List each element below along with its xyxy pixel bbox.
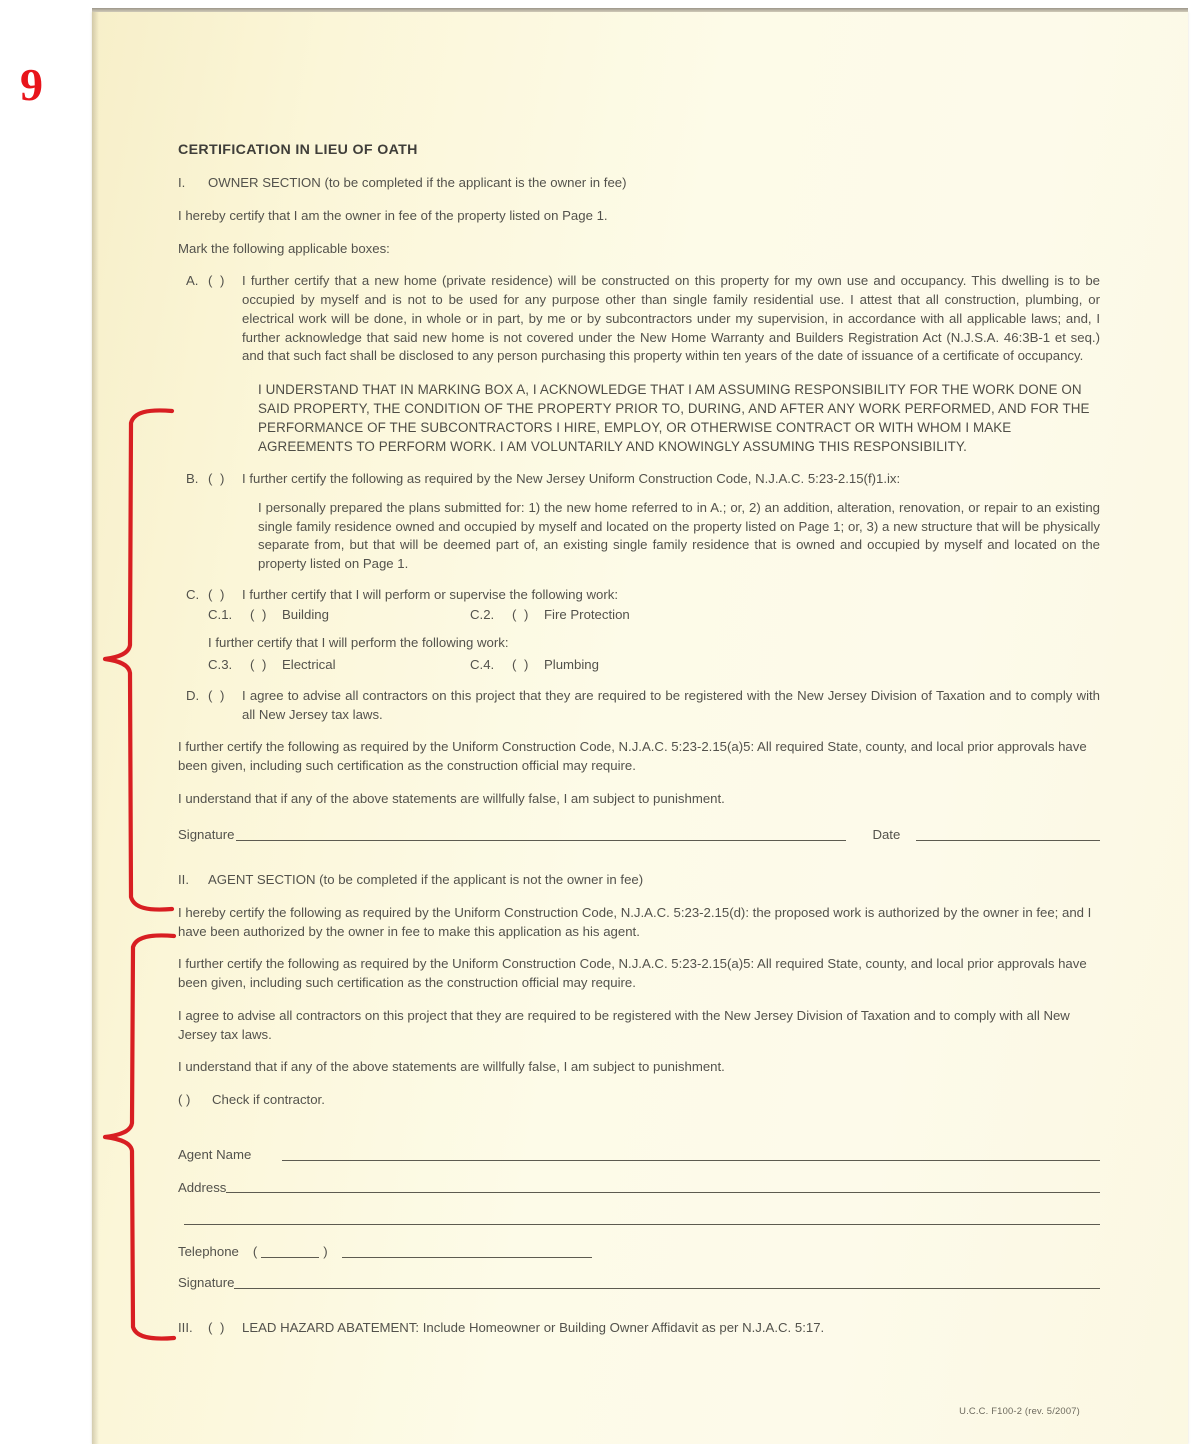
scan-left-edge <box>92 12 99 1444</box>
owner-date-label: Date <box>872 827 901 843</box>
item-c-text: I further certify that I will perform or supervise the following work: <box>242 586 618 602</box>
section-agent-numeral: II. <box>178 872 189 888</box>
item-c <box>178 586 1100 605</box>
item-c2 <box>470 606 732 625</box>
agent-paragraph-1: I hereby certify the following as required by the Uniform Construction Code, N.J.A.C. 5:23-2.15(d): the proposed work is authorized by the owner in fee; and I have been authorized by the owner in fee to make this application as his agent. <box>178 904 1092 939</box>
owner-certify-line: I hereby certify that I am the owner in fee of the property listed on Page 1. <box>178 207 608 223</box>
agent-telephone-row <box>178 1243 1100 1262</box>
item-b-text: I further certify the following as required by the New Jersey Uniform Construction Code, N.J.A.C. 5:23-2.15(f)1.ix: <box>242 471 901 487</box>
telephone-paren-open: ( <box>252 1244 258 1260</box>
item-a <box>178 272 1100 366</box>
agent-paragraph-2: I further certify the following as required by the Uniform Construction Code, N.J.A.C. 5:23-2.15(a)5: All required State, county, and local prior approvals have been given, including such certification as the construction official may require. <box>178 956 1087 991</box>
contractor-check-row <box>178 1091 1100 1110</box>
section-lead-hazard <box>178 1319 1100 1338</box>
item-d-letter: D. <box>186 687 200 703</box>
item-c3-label: Electrical <box>282 657 336 673</box>
owner-date-input[interactable] <box>916 839 1100 841</box>
agent-address-input-line-1[interactable] <box>226 1191 1100 1193</box>
item-c1-code: C.1. <box>208 606 233 622</box>
item-b-detail: I personally prepared the plans submitted for: 1) the new home referred to in A.; or, 2) an addition, alteration, renovation, or repair to an existing single family residence owned and occupied by myself and located on the property listed on Page 1; or, 3) a new structure that will be physically separate from, but that will be deemed part of, an existing single family residence that is owned and occupied by myself and located on the property listed on Page 1. <box>258 499 1100 572</box>
page-title: CERTIFICATION IN LIEU OF OATH <box>178 142 418 158</box>
item-c-second-note: I further certify that I will perform the following work: <box>208 635 509 651</box>
agent-name-row <box>178 1146 1100 1165</box>
item-c1-label: Building <box>282 606 329 622</box>
section-owner-heading-text: OWNER SECTION (to be completed if the applicant is the owner in fee) <box>208 175 627 191</box>
item-d-checkbox[interactable]: ( ) <box>208 687 227 703</box>
item-c4-code: C.4. <box>470 657 495 673</box>
item-d <box>178 687 1100 724</box>
item-a-text: I further certify that a new home (private residence) will be constructed on this property for my own use and occupancy. This dwelling is to be occupied by myself and is not to be used for any purpose other than single family residential use. I attest that all construction, plumbing, or electrical work will be done, in whole or in part, by me or by subcontractors under my supervision, in accordance with all applicable laws; and, I further acknowledge that said new home is not covered under the New Home Warranty and Builders Registration Act (N.J.S.A. 46:3B-1 et seq.) and that such fact shall be disclosed to any person purchasing this property within ten years of the date of issuance of a certificate of occupancy. <box>242 273 1100 364</box>
agent-address-row <box>178 1179 1100 1198</box>
item-c-row-1 <box>208 606 1100 625</box>
agent-paragraph-3: I agree to advise all contractors on this project that they are required to be registered with the New Jersey Division of Taxation and to comply with all New Jersey tax laws. <box>178 1007 1070 1042</box>
item-b-checkbox[interactable]: ( ) <box>208 471 227 487</box>
item-c1-checkbox[interactable]: ( ) <box>250 606 269 622</box>
item-c2-checkbox[interactable]: ( ) <box>512 606 531 622</box>
form-revision-code: U.C.C. F100-2 (rev. 5/2007) <box>959 1405 1080 1416</box>
item-d-text: I agree to advise all contractors on this project that they are required to be registered with the New Jersey Division of Taxation and to comply with all New Jersey tax laws. <box>242 687 1100 722</box>
contractor-checkbox[interactable]: ( ) <box>178 1092 191 1108</box>
item-c2-label: Fire Protection <box>544 606 630 622</box>
agent-signature-row <box>178 1274 1100 1293</box>
item-b <box>178 470 1100 489</box>
agent-address-input-line-2[interactable] <box>184 1223 1100 1225</box>
item-c2-code: C.2. <box>470 606 495 622</box>
item-c1 <box>208 606 470 625</box>
contractor-check-label: Check if contractor. <box>212 1092 325 1108</box>
item-c4-checkbox[interactable]: ( ) <box>512 657 531 673</box>
section-lead-checkbox[interactable]: ( ) <box>208 1319 227 1335</box>
agent-address-label: Address <box>178 1179 227 1195</box>
owner-signature-input[interactable] <box>236 839 846 841</box>
owner-closing-paragraph-2: I understand that if any of the above statements are willfully false, I am subject to punishment. <box>178 790 725 806</box>
section-owner-heading <box>178 174 1100 193</box>
item-a-letter: A. <box>186 273 199 289</box>
section-lead-numeral: III. <box>178 1319 193 1335</box>
item-c-letter: C. <box>186 586 200 602</box>
section-agent-heading-text: AGENT SECTION (to be completed if the applicant is not the owner in fee) <box>208 872 644 888</box>
section-lead-text: LEAD HAZARD ABATEMENT: Include Homeowner or Building Owner Affidavit as per N.J.A.C. 5:17. <box>242 1319 825 1335</box>
agent-telephone-label: Telephone <box>178 1244 239 1260</box>
telephone-paren-close: ) <box>323 1244 328 1260</box>
item-c4-label: Plumbing <box>544 657 599 673</box>
item-a-checkbox[interactable]: ( ) <box>208 273 227 289</box>
item-c4 <box>470 656 732 675</box>
section-agent-heading <box>178 871 1100 890</box>
item-b-letter: B. <box>186 471 199 487</box>
agent-signature-label: Signature <box>178 1274 235 1290</box>
owner-signature-row <box>178 826 1100 845</box>
agent-paragraph-4: I understand that if any of the above statements are willfully false, I am subject to punishment. <box>178 1059 725 1075</box>
agent-telephone-number-input[interactable] <box>342 1256 592 1258</box>
item-c3-code: C.3. <box>208 657 233 673</box>
agent-name-label: Agent Name <box>178 1146 252 1162</box>
item-c-row-2 <box>208 656 1100 675</box>
agent-telephone-areacode-input[interactable] <box>261 1256 319 1258</box>
agent-signature-input[interactable] <box>234 1287 1100 1289</box>
owner-signature-label: Signature <box>178 827 235 843</box>
item-a-acknowledgment: I UNDERSTAND THAT IN MARKING BOX A, I ACKNOWLEDGE THAT I AM ASSUMING RESPONSIBILITY FOR THE WORK DONE ON SAID PROPERTY, THE CONDITION OF THE PROPERTY PRIOR TO, DURING, AND AFTER ANY WORK PERFORMED, AND FOR THE PERFORMANCE OF THE SUBCONTRACTORS I HIRE, EMPLOY, OR OTHERWISE CONTRACT OR WITH WHOM I MAKE AGREEMENTS TO PERFORM WORK. I AM VOLUNTARILY AND KNOWINGLY ASSUMING THIS RESPONSIBILITY. <box>258 382 1090 455</box>
item-c3 <box>208 656 470 675</box>
owner-mark-boxes-line: Mark the following applicable boxes: <box>178 240 390 256</box>
page-number-annotation: 9 <box>20 59 42 110</box>
section-owner-numeral: I. <box>178 175 186 191</box>
item-c3-checkbox[interactable]: ( ) <box>250 657 269 673</box>
agent-name-input[interactable] <box>282 1159 1100 1161</box>
form-document <box>178 140 1100 1337</box>
item-c-checkbox[interactable]: ( ) <box>208 586 227 602</box>
owner-closing-paragraph-1: I further certify the following as required by the Uniform Construction Code, N.J.A.C. 5:23-2.15(a)5: All required State, county, and local prior approvals have been given, including such certification as the construction official may require. <box>178 739 1087 773</box>
